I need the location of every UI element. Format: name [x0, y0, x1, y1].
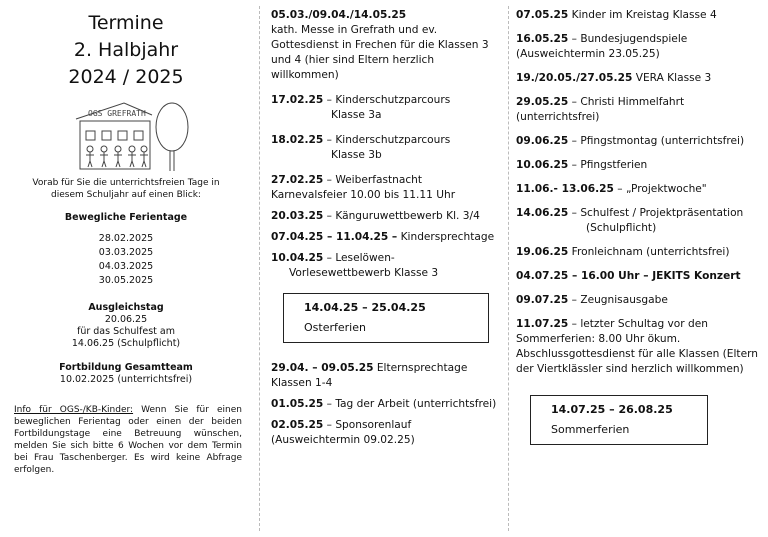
title-line: 2. Halbjahr [73, 39, 179, 61]
event-date: 09.07.25 [516, 294, 569, 306]
info-label: Info für OGS-/KB-Kinder: [14, 405, 134, 415]
info-text: Wenn Sie für einen beweglichen Ferientag oder einen der beiden Fortbildungstage eine Betreuung wünschen, melden Sie sich bitte 6 Wochen vor dem Termin bei Frau Taschenberger. Es wird keine Abfrage erfolgen. [14, 405, 242, 475]
event-date: 27.02.25 [271, 174, 324, 186]
event-item [516, 206, 768, 236]
event-item [516, 182, 768, 197]
event-text: kath. Messe in Grefrath und ev. Gottesdienst in Frechen für die Klassen 3 und 4 (hier sind Eltern herzlich willkommen) [271, 24, 489, 81]
event-text: – Bundesjugendspiele (Ausweichtermin 23.05.25) [516, 33, 688, 60]
event-item [516, 158, 768, 173]
event-text: – Sponsorenlauf (Ausweichtermin 09.02.25) [271, 419, 415, 446]
event-date: 29.04. – 09.05.25 [271, 362, 374, 374]
box-label: Osterferien [304, 321, 366, 334]
event-date: 14.06.25 [516, 207, 569, 219]
text-line: für das Schulfest am [76, 326, 175, 337]
right-column [516, 0, 768, 537]
text-line: 14.06.25 (Schulpflicht) [71, 338, 181, 349]
event-date: 11.06.- 13.06.25 [516, 183, 614, 195]
box-label: Sommerferien [551, 423, 630, 436]
event-date: 18.02.25 [271, 134, 324, 146]
event-text: – Kinderschutzparcours [323, 134, 451, 146]
event-text: – Weiberfastnacht Karnevalsfeier 10.00 bis 11.11 Uhr [271, 174, 456, 201]
event-text: – „Projektwoche" [613, 183, 707, 195]
section-heading: Bewegliche Ferientage [64, 212, 188, 223]
event-date: 05.03./09.04./14.05.25 [271, 9, 407, 21]
event-text: – letzter Schultag vor den Sommerferien: 8.00 Uhr ökum. Abschlussgottesdienst für alle Klassen (Eltern der Viertklässler sind herzlich willkommen) [516, 318, 758, 375]
event-item [271, 173, 501, 203]
event-item [271, 8, 501, 83]
event-item [516, 95, 768, 125]
date-item: 30.05.2025 [98, 275, 154, 286]
event-text: Elternsprechtage Klassen 1-4 [271, 362, 468, 389]
event-date: 07.04.25 – 11.04.25 – [271, 231, 398, 243]
column-divider-left [259, 6, 260, 531]
ausgleichstag [0, 302, 252, 350]
event-date: 16.05.25 [516, 33, 569, 45]
event-date: 19.06.25 [516, 246, 569, 258]
event-date: 02.05.25 [271, 419, 324, 431]
event-item [271, 361, 501, 391]
info-paragraph [14, 404, 242, 476]
event-item [516, 245, 768, 260]
sommerferien-box [530, 395, 708, 445]
event-item [516, 134, 768, 149]
box-dates: 14.04.25 – 25.04.25 [304, 301, 426, 314]
event-text: Kindersprechtage [397, 231, 495, 243]
event-date: 17.02.25 [271, 94, 324, 106]
event-date: 09.06.25 [516, 135, 569, 147]
event-subtext: Klasse 3a [331, 109, 382, 121]
event-date: 01.05.25 [271, 398, 324, 410]
title-line: Termine [88, 12, 164, 34]
event-date: 04.07.25 – 16.00 Uhr [516, 270, 640, 282]
event-date: 10.06.25 [516, 159, 569, 171]
left-column [0, 0, 252, 537]
event-text: – Känguruwettbewerb Kl. 3/4 [323, 210, 480, 222]
event-item [271, 251, 501, 281]
event-item [516, 32, 768, 62]
fortbildung [0, 362, 252, 386]
section-heading: Fortbildung Gesamtteam [59, 362, 193, 373]
event-item [516, 317, 768, 377]
event-item [516, 293, 768, 308]
event-item [271, 209, 501, 224]
page-title [0, 0, 252, 91]
event-item [271, 418, 501, 448]
event-text: – Pfingstmontag (unterrichtsfrei) [568, 135, 745, 147]
box-dates: 14.07.25 – 26.08.25 [551, 403, 673, 416]
event-text: – JEKITS Konzert [639, 270, 741, 282]
text-line: 10.02.2025 (unterrichtsfrei) [59, 374, 193, 385]
column-divider-right [508, 6, 509, 531]
event-date: 20.03.25 [271, 210, 324, 222]
text-line: 20.06.25 [104, 314, 148, 325]
event-item [516, 71, 768, 86]
event-text: VERA Klasse 3 [632, 72, 712, 84]
school-logo [72, 97, 192, 175]
event-item [516, 8, 768, 23]
title-line: 2024 / 2025 [68, 66, 184, 88]
date-item: 04.03.2025 [98, 261, 154, 272]
middle-column [271, 0, 501, 537]
event-subtext: Vorlesewettbewerb Klasse 3 [289, 267, 439, 279]
event-text: – Tag der Arbeit (unterrichtsfrei) [323, 398, 497, 410]
event-text: – Christi Himmelfahrt (unterrichtsfrei) [516, 96, 685, 123]
event-text: Fronleichnam (unterrichtsfrei) [568, 246, 730, 258]
event-item [271, 93, 501, 123]
event-text: – Schulfest / Projektpräsentation [568, 207, 744, 219]
event-date: 19./20.05./27.05.25 [516, 72, 633, 84]
intro-text [0, 177, 252, 201]
event-subtext: Klasse 3b [331, 149, 382, 161]
event-date: 07.05.25 [516, 9, 569, 21]
event-item [271, 133, 501, 163]
event-date: 11.07.25 [516, 318, 569, 330]
intro-line: diesem Schuljahr auf einen Blick: [51, 190, 201, 200]
event-date: 29.05.25 [516, 96, 569, 108]
event-item [516, 269, 768, 284]
section-heading: Ausgleichstag [88, 302, 164, 313]
school-building-icon [72, 97, 192, 175]
event-text: – Kinderschutzparcours [323, 94, 451, 106]
osterferien-box [283, 293, 489, 343]
intro-line: Vorab für Sie die unterrichtsfreien Tage in [32, 178, 220, 188]
event-text: Kinder im Kreistag Klasse 4 [568, 9, 717, 21]
event-item [271, 397, 501, 412]
bewegliche-ferientage [0, 212, 252, 288]
logo-text: OGS GREFRATH [88, 109, 146, 118]
event-date: 10.04.25 [271, 252, 324, 264]
event-text: – Pfingstferien [568, 159, 648, 171]
date-item: 03.03.2025 [98, 247, 154, 258]
event-item [271, 230, 501, 245]
event-text: – Zeugnisausgabe [568, 294, 668, 306]
event-text: – Leselöwen- [323, 252, 395, 264]
event-subtext: (Schulpflicht) [586, 222, 657, 234]
date-item: 28.02.2025 [98, 233, 154, 244]
